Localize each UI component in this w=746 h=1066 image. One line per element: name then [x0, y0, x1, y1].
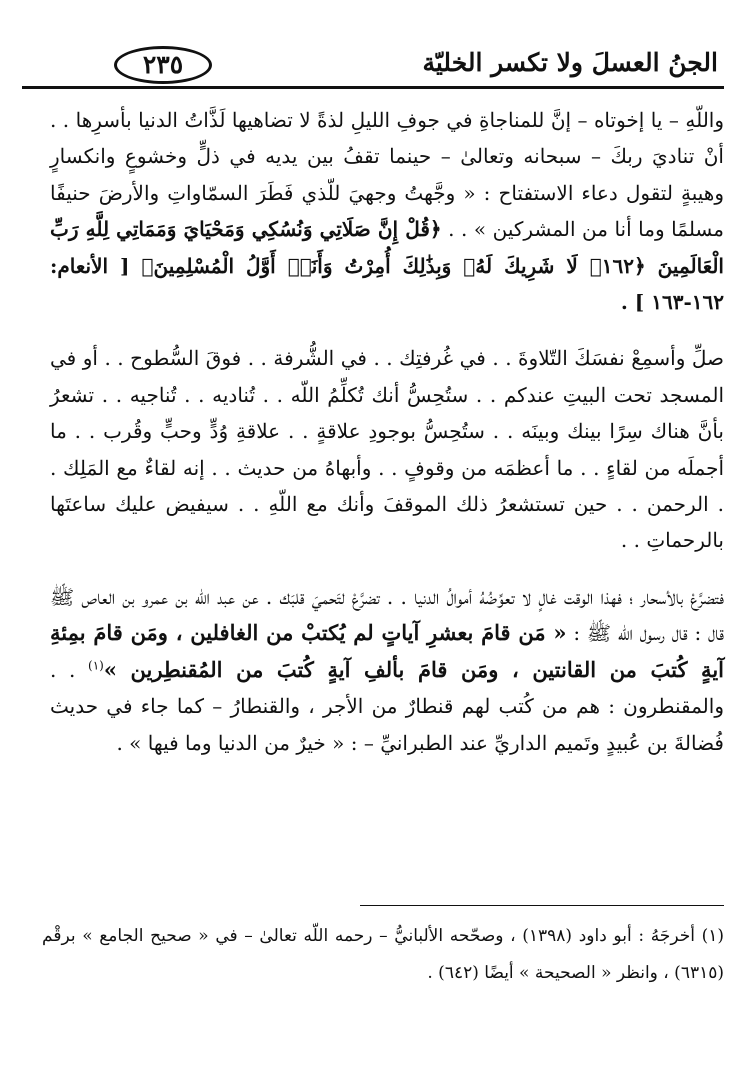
footnote-marker: (١) — [88, 658, 104, 673]
paragraph-tadarru — [50, 579, 724, 761]
running-title: الجنُ العسلَ ولا تكسر الخليّة — [422, 48, 718, 77]
paragraph-text: واللّهِ – يا إخوتاه – إنَّ للمناجاةِ في جوفِ الليلِ لذةً لا تضاهيها لَذَّاتُ الدنيا بأسرِها . . أنْ تناديَ ربكَ – سبحانه وتعالىٰ – حينما تقفُ بين يديه في ذلٍّ وخشوعٍ وانكسارٍ وهيبةٍ لتقول دعاء الاستفتاح : « وجَّهتُ وجهيَ للّذي فَطَرَ السمّاواتِ والأرضَ حنيفًا مسلمًا وما أنا من المشركين » . . — [50, 108, 724, 242]
hadith-text: « مَن قامَ بعشرِ آياتٍ لم يُكتبْ من الغافلين ، ومَن قامَ بمِئةِ آيةٍ كُتبَ من القانتين ، ومَن قامَ بألفِ آيةٍ كُتبَ من المُقنطِرين » — [50, 620, 724, 682]
paragraph-text: صلِّ وأسمِعْ نفسَكَ التّلاوةَ . . في غُرفتِك . . في الشُّرفة . . فوقَ السُّطوح . . أو في المسجد تحت البيتِ عندكم . . ستُحِسُّ أنك تُكلِّمُ اللّه . . تُناديه . . تُناجيه . . تشعرُ بأنَّ هناك سِرًا بينك وبينَه . . ستُحِسُّ بوجودِ علاقةٍ . . علاقةِ وُدٍّ وحبٍّ وقُرب . . ما أجملَه من لقاءٍ . . ما أعظمَه من وقوفٍ . . وأبهاهُ من حديث . . إنه لقاءٌ مع المَلِك . . الرحمن . . حين تستشعرُ ذلك الموقفَ وأنك مع اللّهِ . . سيفيض عليك ساعتَها بالرحماتِ . . — [50, 346, 724, 553]
paragraph-tilawa — [50, 340, 724, 558]
footnote-1: (١) أخرجَهُ : أبو داود (١٣٩٨) ، وصحّحه الألبانيُّ – رحمه اللّه تعالىٰ – في « صحيح الجامع » برقْم (٦٣١٥) ، وانظر « الصحيحة » أيضًا (٦٤٢) . — [42, 926, 724, 983]
footnote-rule — [360, 905, 724, 906]
paragraph-text: فتضرَّعْ بالأسحار ؛ فهذا الوقت غالٍ لا تعوِّضُهُ أموالُ الدنيا . . تضرَّعْ لتَحميَ قلبَك . عن عبد اللّه بن عمرو بن العاص ﷺ قال : قال رسول اللّه ﷺ : — [50, 584, 725, 646]
page-header — [22, 38, 724, 88]
header-rule — [22, 86, 724, 89]
paragraph-text: . . والمقنطرون : هم من كُتب لهم قنطارٌ من الأجر ، والقنطارُ – كما جاء في حديث فُضالةَ بن عُبيدٍ وتَميم الداريِّ عند الطبرانيِّ – : « خيرٌ من الدنيا وما فيها » . — [50, 657, 724, 755]
quran-verse: ﴿قُلْ إِنَّ صَلَاتِي وَنُسُكِي وَمَحْيَايَ وَمَمَاتِي لِلَّهِ رَبِّ الْعَالَمِينَ ﴿١٦٢﴾ لَا شَرِيكَ لَهُۥ وَبِذَٰلِكَ أُمِرْتُ وَأَنَا۠ أَوَّلُ الْمُسْلِمِينَ﴾ — [50, 217, 724, 278]
footnotes — [42, 918, 724, 992]
verse-reference: [ الأنعام: ١٦٢-١٦٣ ] . — [50, 253, 724, 315]
page-number-badge: ٢٣٥ — [114, 46, 212, 84]
paragraph-munajat — [50, 102, 724, 320]
page-body — [50, 102, 724, 761]
